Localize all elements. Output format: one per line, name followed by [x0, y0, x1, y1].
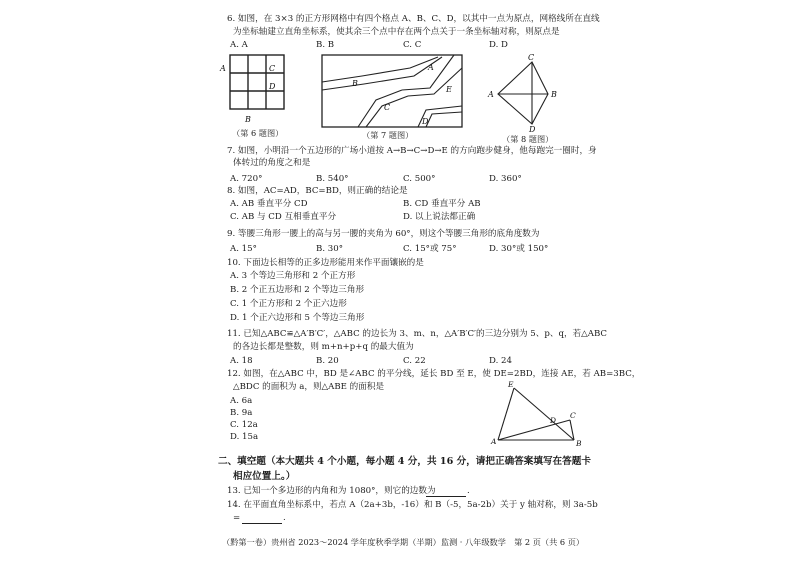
q7-option-c: C. 500° [403, 174, 436, 184]
fig6-caption: （第 6 题图） [232, 128, 284, 138]
fig6-label-c: C [269, 64, 276, 73]
q6-stem-line1: 6. 如图，在 3×3 的正方形网格中有四个格点 A、B、C、D，以其中一点为原点，网格线所在直线 [227, 14, 600, 24]
q12-option-d: D. 15a [230, 432, 259, 442]
q12-option-b: B. 9a [230, 408, 253, 418]
fig8-label-d: D [529, 125, 536, 132]
q11-stem-line1: 11. 已知△ABC≌△A′B′C′，△ABC 的边长为 3、m、n，△A′B′C′的三边分别为 5、p、q，若△ABC [227, 329, 608, 339]
q6-option-a: A. A [230, 40, 248, 50]
fig8-label-c: C [528, 53, 535, 62]
fig12-label-d: D [550, 416, 557, 425]
q8-option-c: C. AB 与 CD 互相垂直平分 [230, 212, 337, 222]
q8-stem: 8. 如图，AC=AD，BC=BD，则正确的结论是 [227, 186, 408, 196]
q7-stem-line2: 体转过的角度之和是 [233, 158, 311, 168]
fig6-label-d: D [269, 82, 276, 91]
q12-stem-line2: △BDC 的面积为 a，则△ABE 的面积是 [233, 382, 385, 392]
q9-option-c: C. 15°或 75° [403, 244, 457, 254]
q6-stem-line2: 为坐标轴建立直角坐标系，使其余三个点中存在两个点关于一条坐标轴对称，则原点是 [233, 27, 560, 37]
q11-option-c: C. 22 [403, 356, 426, 366]
fig6-label-a: A [220, 64, 226, 73]
q7-option-a: A. 720° [230, 174, 263, 184]
q13-answer-blank [426, 496, 466, 497]
q6-option-c: C. C [403, 40, 422, 50]
q13-stem: 13. 已知一个多边形的内角和为 1080°，则它的边数为 [227, 486, 436, 496]
q11-option-d: D. 24 [489, 356, 512, 366]
fig8-label-a: A [488, 90, 494, 99]
q6-option-d: D. D [489, 40, 508, 50]
fig6-grid-figure [218, 50, 298, 130]
q9-option-d: D. 30°或 150° [489, 244, 549, 254]
q12-option-c: C. 12a [230, 420, 258, 430]
q8-option-b: B. CD 垂直平分 AB [403, 199, 481, 209]
fig6-label-b: B [245, 115, 251, 124]
fig7-label-c: C [384, 103, 391, 112]
q12-option-a: A. 6a [230, 396, 253, 406]
fig7-label-e: E [446, 85, 452, 94]
q10-option-d: D. 1 个正六边形和 5 个等边三角形 [230, 313, 365, 323]
q9-option-b: B. 30° [316, 244, 344, 254]
q10-option-a: A. 3 个等边三角形和 2 个正方形 [230, 271, 356, 281]
q11-option-a: A. 18 [230, 356, 253, 366]
q7-option-d: D. 360° [489, 174, 522, 184]
fig8-kite-figure [484, 52, 564, 132]
q7-stem-line1: 7. 如图，小明沿一个五边形的广场小道按 A→B→C→D→E 的方向跑步健身，他每跑完一圈时，身 [227, 146, 597, 156]
page-footer: （黔第一卷）贵州省 2023～2024 学年度秋季学期（半期）监测 · 八年级数学 第 2 页（共 6 页） [222, 537, 585, 547]
q8-option-d: D. 以上说法都正确 [403, 212, 476, 222]
q11-stem-line2: 的各边长都是整数，则 m+n+p+q 的最大值为 [233, 342, 414, 352]
fig7-label-d: D [422, 117, 429, 126]
section2-title: 二、填空题（本大题共 4 个小题，每小题 4 分，共 16 分，请把正确答案填写在答题卡 [218, 456, 591, 467]
q6-option-b: B. B [316, 40, 335, 50]
fig8-caption: （第 8 题图） [502, 134, 554, 144]
fig12-triangle-figure [486, 378, 590, 450]
q14-answer-blank [242, 523, 282, 524]
q10-option-b: B. 2 个正五边形和 2 个等边三角形 [230, 285, 365, 295]
fig7-caption: （第 7 题图） [362, 130, 414, 140]
q9-option-a: A. 15° [230, 244, 257, 254]
fig12-label-a: A [491, 437, 497, 446]
q14-stem-line1: 14. 在平面直角坐标系中，若点 A（2a+3b，-16）和 B（-5，5a-2b）关于 y 轴对称，则 3a-5b [227, 500, 598, 510]
fig7-plaza-figure [318, 52, 466, 130]
q12-stem-line1: 12. 如图，在△ABC 中，BD 是∠ABC 的平分线，延长 BD 至 E，使 DE=2BD，连接 AE，若 AB=3BC， [227, 369, 641, 379]
fig12-label-e: E [508, 380, 514, 389]
section2-title-line2: 相应位置上。） [233, 471, 296, 482]
q14-end-mark: . [283, 513, 286, 523]
fig8-label-b: B [551, 90, 557, 99]
q8-option-a: A. AB 垂直平分 CD [230, 199, 308, 209]
q11-option-b: B. 20 [316, 356, 339, 366]
q10-stem: 10. 下面边长相等的正多边形能用来作平面镶嵌的是 [227, 258, 424, 268]
q14-stem-line2: = [233, 513, 241, 523]
fig7-label-a: A [428, 63, 434, 72]
fig12-label-b: B [576, 439, 582, 448]
q9-stem: 9. 等腰三角形一腰上的高与另一腰的夹角为 60°，则这个等腰三角形的底角度数为 [227, 229, 540, 239]
q7-option-b: B. 540° [316, 174, 349, 184]
q10-option-c: C. 1 个正方形和 2 个正六边形 [230, 299, 347, 309]
fig7-label-b: B [352, 79, 358, 88]
q13-end-mark: . [467, 486, 470, 496]
fig12-label-c: C [570, 411, 576, 420]
